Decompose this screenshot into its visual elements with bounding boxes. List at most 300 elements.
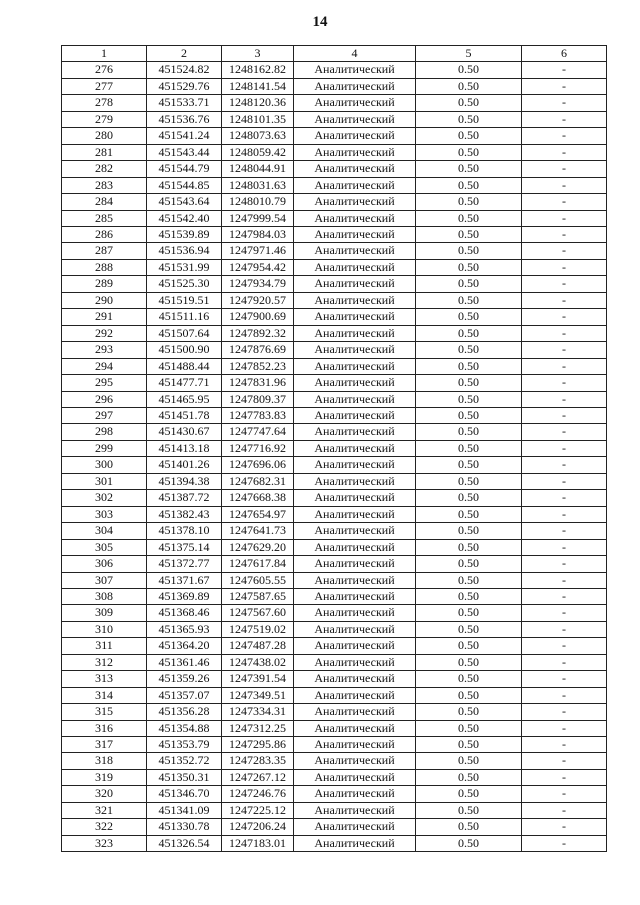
method-cell: Аналитический (294, 572, 416, 588)
accuracy-cell: 0.50 (416, 687, 522, 703)
x-coordinate-cell: 451326.54 (147, 835, 222, 851)
accuracy-cell: 0.50 (416, 375, 522, 391)
accuracy-cell: 0.50 (416, 325, 522, 341)
x-coordinate-cell: 451387.72 (147, 490, 222, 506)
table-row (62, 177, 607, 193)
table-row (62, 210, 607, 226)
description-cell: - (522, 358, 607, 374)
x-coordinate-cell: 451536.94 (147, 243, 222, 259)
table-row (62, 605, 607, 621)
table-row (62, 654, 607, 670)
method-cell: Аналитический (294, 490, 416, 506)
description-cell: - (522, 704, 607, 720)
x-coordinate-cell: 451378.10 (147, 523, 222, 539)
description-cell: - (522, 786, 607, 802)
method-cell: Аналитический (294, 194, 416, 210)
point-number-cell: 322 (62, 819, 147, 835)
point-number-cell: 305 (62, 539, 147, 555)
point-number-cell: 313 (62, 671, 147, 687)
point-number-cell: 292 (62, 325, 147, 341)
column-header-5: 5 (416, 46, 522, 62)
accuracy-cell: 0.50 (416, 78, 522, 94)
y-coordinate-cell: 1247438.02 (222, 654, 294, 670)
description-cell: - (522, 276, 607, 292)
y-coordinate-cell: 1247206.24 (222, 819, 294, 835)
point-number-cell: 311 (62, 638, 147, 654)
table-row (62, 95, 607, 111)
x-coordinate-cell: 451519.51 (147, 292, 222, 308)
table-header-row (62, 46, 607, 62)
x-coordinate-cell: 451529.76 (147, 78, 222, 94)
table-row (62, 539, 607, 555)
accuracy-cell: 0.50 (416, 194, 522, 210)
accuracy-cell: 0.50 (416, 473, 522, 489)
description-cell: - (522, 638, 607, 654)
x-coordinate-cell: 451544.79 (147, 161, 222, 177)
description-cell: - (522, 473, 607, 489)
accuracy-cell: 0.50 (416, 111, 522, 127)
x-coordinate-cell: 451354.88 (147, 720, 222, 736)
point-number-cell: 287 (62, 243, 147, 259)
description-cell: - (522, 440, 607, 456)
description-cell: - (522, 309, 607, 325)
accuracy-cell: 0.50 (416, 539, 522, 555)
table-body (62, 62, 607, 852)
table-row (62, 473, 607, 489)
method-cell: Аналитический (294, 605, 416, 621)
table-row (62, 671, 607, 687)
method-cell: Аналитический (294, 276, 416, 292)
method-cell: Аналитический (294, 259, 416, 275)
point-number-cell: 294 (62, 358, 147, 374)
table-row (62, 819, 607, 835)
y-coordinate-cell: 1247312.25 (222, 720, 294, 736)
x-coordinate-cell: 451488.44 (147, 358, 222, 374)
accuracy-cell: 0.50 (416, 391, 522, 407)
column-header-1: 1 (62, 46, 147, 62)
method-cell: Аналитический (294, 325, 416, 341)
accuracy-cell: 0.50 (416, 802, 522, 818)
accuracy-cell: 0.50 (416, 177, 522, 193)
y-coordinate-cell: 1247716.92 (222, 440, 294, 456)
table-row (62, 161, 607, 177)
x-coordinate-cell: 451394.38 (147, 473, 222, 489)
description-cell: - (522, 95, 607, 111)
point-number-cell: 280 (62, 128, 147, 144)
accuracy-cell: 0.50 (416, 95, 522, 111)
table-row (62, 835, 607, 851)
point-number-cell: 286 (62, 226, 147, 242)
point-number-cell: 291 (62, 309, 147, 325)
accuracy-cell: 0.50 (416, 786, 522, 802)
description-cell: - (522, 654, 607, 670)
description-cell: - (522, 407, 607, 423)
page-number: 14 (312, 14, 328, 30)
point-number-cell: 304 (62, 523, 147, 539)
description-cell: - (522, 375, 607, 391)
y-coordinate-cell: 1248031.63 (222, 177, 294, 193)
accuracy-cell: 0.50 (416, 490, 522, 506)
point-number-cell: 303 (62, 506, 147, 522)
accuracy-cell: 0.50 (416, 753, 522, 769)
point-number-cell: 314 (62, 687, 147, 703)
point-number-cell: 295 (62, 375, 147, 391)
x-coordinate-cell: 451353.79 (147, 737, 222, 753)
description-cell: - (522, 769, 607, 785)
accuracy-cell: 0.50 (416, 638, 522, 654)
accuracy-cell: 0.50 (416, 605, 522, 621)
table-row (62, 440, 607, 456)
y-coordinate-cell: 1247682.31 (222, 473, 294, 489)
x-coordinate-cell: 451541.24 (147, 128, 222, 144)
method-cell: Аналитический (294, 769, 416, 785)
accuracy-cell: 0.50 (416, 457, 522, 473)
method-cell: Аналитический (294, 671, 416, 687)
point-number-cell: 277 (62, 78, 147, 94)
x-coordinate-cell: 451544.85 (147, 177, 222, 193)
y-coordinate-cell: 1247246.76 (222, 786, 294, 802)
method-cell: Аналитический (294, 292, 416, 308)
method-cell: Аналитический (294, 95, 416, 111)
table-row (62, 342, 607, 358)
accuracy-cell: 0.50 (416, 292, 522, 308)
point-number-cell: 308 (62, 588, 147, 604)
method-cell: Аналитический (294, 161, 416, 177)
x-coordinate-cell: 451382.43 (147, 506, 222, 522)
description-cell: - (522, 572, 607, 588)
y-coordinate-cell: 1247900.69 (222, 309, 294, 325)
x-coordinate-cell: 451371.67 (147, 572, 222, 588)
y-coordinate-cell: 1247391.54 (222, 671, 294, 687)
y-coordinate-cell: 1247999.54 (222, 210, 294, 226)
method-cell: Аналитический (294, 243, 416, 259)
description-cell: - (522, 671, 607, 687)
y-coordinate-cell: 1247696.06 (222, 457, 294, 473)
accuracy-cell: 0.50 (416, 835, 522, 851)
point-number-cell: 321 (62, 802, 147, 818)
table-row (62, 276, 607, 292)
table-row (62, 78, 607, 94)
x-coordinate-cell: 451364.20 (147, 638, 222, 654)
point-number-cell: 320 (62, 786, 147, 802)
description-cell: - (522, 342, 607, 358)
description-cell: - (522, 588, 607, 604)
x-coordinate-cell: 451401.26 (147, 457, 222, 473)
method-cell: Аналитический (294, 687, 416, 703)
x-coordinate-cell: 451341.09 (147, 802, 222, 818)
table-row (62, 704, 607, 720)
method-cell: Аналитический (294, 226, 416, 242)
point-number-cell: 279 (62, 111, 147, 127)
x-coordinate-cell: 451525.30 (147, 276, 222, 292)
accuracy-cell: 0.50 (416, 572, 522, 588)
description-cell: - (522, 556, 607, 572)
method-cell: Аналитический (294, 144, 416, 160)
table-row (62, 259, 607, 275)
table-row (62, 737, 607, 753)
description-cell: - (522, 194, 607, 210)
description-cell: - (522, 802, 607, 818)
x-coordinate-cell: 451465.95 (147, 391, 222, 407)
point-number-cell: 318 (62, 753, 147, 769)
y-coordinate-cell: 1247487.28 (222, 638, 294, 654)
y-coordinate-cell: 1247587.65 (222, 588, 294, 604)
y-coordinate-cell: 1247783.83 (222, 407, 294, 423)
description-cell: - (522, 177, 607, 193)
description-cell: - (522, 539, 607, 555)
method-cell: Аналитический (294, 424, 416, 440)
y-coordinate-cell: 1247984.03 (222, 226, 294, 242)
method-cell: Аналитический (294, 539, 416, 555)
column-header-2: 2 (147, 46, 222, 62)
x-coordinate-cell: 451350.31 (147, 769, 222, 785)
accuracy-cell: 0.50 (416, 556, 522, 572)
y-coordinate-cell: 1247971.46 (222, 243, 294, 259)
accuracy-cell: 0.50 (416, 259, 522, 275)
point-number-cell: 281 (62, 144, 147, 160)
point-number-cell: 301 (62, 473, 147, 489)
method-cell: Аналитический (294, 654, 416, 670)
table-row (62, 638, 607, 654)
description-cell: - (522, 835, 607, 851)
accuracy-cell: 0.50 (416, 358, 522, 374)
coordinates-table (61, 45, 607, 852)
x-coordinate-cell: 451533.71 (147, 95, 222, 111)
x-coordinate-cell: 451451.78 (147, 407, 222, 423)
description-cell: - (522, 325, 607, 341)
method-cell: Аналитический (294, 111, 416, 127)
point-number-cell: 283 (62, 177, 147, 193)
accuracy-cell: 0.50 (416, 704, 522, 720)
accuracy-cell: 0.50 (416, 424, 522, 440)
description-cell: - (522, 753, 607, 769)
point-number-cell: 309 (62, 605, 147, 621)
method-cell: Аналитический (294, 621, 416, 637)
y-coordinate-cell: 1247876.69 (222, 342, 294, 358)
table-row (62, 144, 607, 160)
y-coordinate-cell: 1247225.12 (222, 802, 294, 818)
point-number-cell: 299 (62, 440, 147, 456)
method-cell: Аналитический (294, 210, 416, 226)
description-cell: - (522, 161, 607, 177)
x-coordinate-cell: 451357.07 (147, 687, 222, 703)
point-number-cell: 284 (62, 194, 147, 210)
method-cell: Аналитический (294, 638, 416, 654)
table-row (62, 194, 607, 210)
x-coordinate-cell: 451369.89 (147, 588, 222, 604)
method-cell: Аналитический (294, 588, 416, 604)
table-row (62, 802, 607, 818)
table-row (62, 226, 607, 242)
method-cell: Аналитический (294, 523, 416, 539)
y-coordinate-cell: 1248101.35 (222, 111, 294, 127)
method-cell: Аналитический (294, 407, 416, 423)
accuracy-cell: 0.50 (416, 440, 522, 456)
x-coordinate-cell: 451524.82 (147, 62, 222, 78)
table-row (62, 243, 607, 259)
accuracy-cell: 0.50 (416, 588, 522, 604)
point-number-cell: 296 (62, 391, 147, 407)
description-cell: - (522, 144, 607, 160)
x-coordinate-cell: 451356.28 (147, 704, 222, 720)
point-number-cell: 323 (62, 835, 147, 851)
y-coordinate-cell: 1247267.12 (222, 769, 294, 785)
accuracy-cell: 0.50 (416, 523, 522, 539)
y-coordinate-cell: 1248141.54 (222, 78, 294, 94)
x-coordinate-cell: 451352.72 (147, 753, 222, 769)
description-cell: - (522, 687, 607, 703)
method-cell: Аналитический (294, 342, 416, 358)
y-coordinate-cell: 1247605.55 (222, 572, 294, 588)
point-number-cell: 307 (62, 572, 147, 588)
point-number-cell: 289 (62, 276, 147, 292)
point-number-cell: 288 (62, 259, 147, 275)
table-row (62, 786, 607, 802)
x-coordinate-cell: 451542.40 (147, 210, 222, 226)
description-cell: - (522, 737, 607, 753)
point-number-cell: 297 (62, 407, 147, 423)
accuracy-cell: 0.50 (416, 737, 522, 753)
point-number-cell: 278 (62, 95, 147, 111)
description-cell: - (522, 210, 607, 226)
y-coordinate-cell: 1247567.60 (222, 605, 294, 621)
x-coordinate-cell: 451375.14 (147, 539, 222, 555)
method-cell: Аналитический (294, 737, 416, 753)
x-coordinate-cell: 451413.18 (147, 440, 222, 456)
description-cell: - (522, 457, 607, 473)
table-row (62, 588, 607, 604)
y-coordinate-cell: 1247809.37 (222, 391, 294, 407)
table-row (62, 325, 607, 341)
accuracy-cell: 0.50 (416, 720, 522, 736)
point-number-cell: 315 (62, 704, 147, 720)
table-row (62, 391, 607, 407)
accuracy-cell: 0.50 (416, 506, 522, 522)
description-cell: - (522, 292, 607, 308)
x-coordinate-cell: 451330.78 (147, 819, 222, 835)
method-cell: Аналитический (294, 358, 416, 374)
table-row (62, 523, 607, 539)
description-cell: - (522, 391, 607, 407)
table-row (62, 309, 607, 325)
method-cell: Аналитический (294, 556, 416, 572)
table-row (62, 424, 607, 440)
description-cell: - (522, 226, 607, 242)
x-coordinate-cell: 451365.93 (147, 621, 222, 637)
point-number-cell: 302 (62, 490, 147, 506)
x-coordinate-cell: 451543.44 (147, 144, 222, 160)
method-cell: Аналитический (294, 391, 416, 407)
method-cell: Аналитический (294, 720, 416, 736)
x-coordinate-cell: 451539.89 (147, 226, 222, 242)
point-number-cell: 298 (62, 424, 147, 440)
point-number-cell: 310 (62, 621, 147, 637)
y-coordinate-cell: 1247283.35 (222, 753, 294, 769)
table-row (62, 490, 607, 506)
description-cell: - (522, 128, 607, 144)
x-coordinate-cell: 451361.46 (147, 654, 222, 670)
accuracy-cell: 0.50 (416, 819, 522, 835)
table-row (62, 769, 607, 785)
y-coordinate-cell: 1248162.82 (222, 62, 294, 78)
x-coordinate-cell: 451536.76 (147, 111, 222, 127)
table-row (62, 506, 607, 522)
method-cell: Аналитический (294, 786, 416, 802)
y-coordinate-cell: 1247183.01 (222, 835, 294, 851)
point-number-cell: 319 (62, 769, 147, 785)
table-row (62, 358, 607, 374)
x-coordinate-cell: 451372.77 (147, 556, 222, 572)
table-row (62, 621, 607, 637)
y-coordinate-cell: 1247852.23 (222, 358, 294, 374)
point-number-cell: 290 (62, 292, 147, 308)
point-number-cell: 293 (62, 342, 147, 358)
method-cell: Аналитический (294, 128, 416, 144)
method-cell: Аналитический (294, 819, 416, 835)
y-coordinate-cell: 1247920.57 (222, 292, 294, 308)
column-header-6: 6 (522, 46, 607, 62)
table-row (62, 457, 607, 473)
y-coordinate-cell: 1247641.73 (222, 523, 294, 539)
y-coordinate-cell: 1247349.51 (222, 687, 294, 703)
accuracy-cell: 0.50 (416, 769, 522, 785)
description-cell: - (522, 243, 607, 259)
description-cell: - (522, 78, 607, 94)
x-coordinate-cell: 451511.16 (147, 309, 222, 325)
point-number-cell: 317 (62, 737, 147, 753)
accuracy-cell: 0.50 (416, 654, 522, 670)
accuracy-cell: 0.50 (416, 671, 522, 687)
y-coordinate-cell: 1247934.79 (222, 276, 294, 292)
accuracy-cell: 0.50 (416, 276, 522, 292)
accuracy-cell: 0.50 (416, 161, 522, 177)
point-number-cell: 285 (62, 210, 147, 226)
point-number-cell: 276 (62, 62, 147, 78)
y-coordinate-cell: 1248010.79 (222, 194, 294, 210)
y-coordinate-cell: 1247654.97 (222, 506, 294, 522)
description-cell: - (522, 424, 607, 440)
method-cell: Аналитический (294, 177, 416, 193)
accuracy-cell: 0.50 (416, 144, 522, 160)
x-coordinate-cell: 451346.70 (147, 786, 222, 802)
y-coordinate-cell: 1247519.02 (222, 621, 294, 637)
y-coordinate-cell: 1247892.32 (222, 325, 294, 341)
table-row (62, 128, 607, 144)
column-header-3: 3 (222, 46, 294, 62)
table-row (62, 375, 607, 391)
description-cell: - (522, 259, 607, 275)
method-cell: Аналитический (294, 62, 416, 78)
description-cell: - (522, 490, 607, 506)
method-cell: Аналитический (294, 802, 416, 818)
description-cell: - (522, 621, 607, 637)
method-cell: Аналитический (294, 457, 416, 473)
y-coordinate-cell: 1248073.63 (222, 128, 294, 144)
description-cell: - (522, 506, 607, 522)
x-coordinate-cell: 451368.46 (147, 605, 222, 621)
point-number-cell: 312 (62, 654, 147, 670)
y-coordinate-cell: 1248044.91 (222, 161, 294, 177)
method-cell: Аналитический (294, 309, 416, 325)
method-cell: Аналитический (294, 506, 416, 522)
accuracy-cell: 0.50 (416, 62, 522, 78)
description-cell: - (522, 62, 607, 78)
accuracy-cell: 0.50 (416, 621, 522, 637)
method-cell: Аналитический (294, 375, 416, 391)
x-coordinate-cell: 451500.90 (147, 342, 222, 358)
description-cell: - (522, 523, 607, 539)
x-coordinate-cell: 451359.26 (147, 671, 222, 687)
